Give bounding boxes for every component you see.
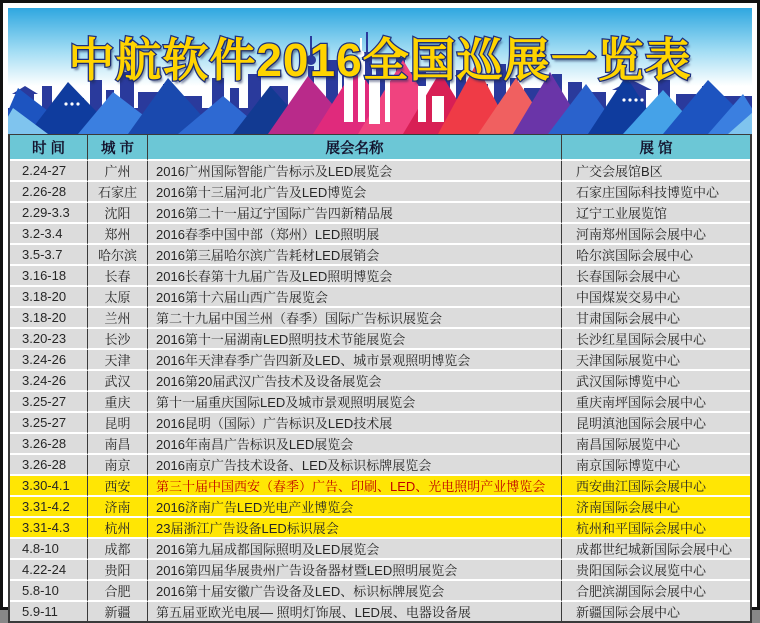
city-cell: 郑州 (88, 224, 148, 245)
exhibition-name-cell: 2016昆明（国际）广告标识及LED技术展 (148, 413, 562, 434)
city-cell: 广州 (88, 161, 148, 182)
city-cell: 沈阳 (88, 203, 148, 224)
table-row (10, 287, 750, 308)
time-cell: 4.22-24 (10, 560, 88, 581)
table-row (10, 518, 750, 539)
venue-cell: 重庆南坪国际会展中心 (562, 392, 750, 413)
table-row (10, 560, 750, 581)
city-cell: 南昌 (88, 434, 148, 455)
table-row (10, 455, 750, 476)
time-cell: 3.2-3.4 (10, 224, 88, 245)
venue-cell: 石家庄国际科技博览中心 (562, 182, 750, 203)
exhibition-name-cell: 2016第十三届河北广告及LED博览会 (148, 182, 562, 203)
city-cell: 杭州 (88, 518, 148, 539)
page-title: 中航软件2016全国巡展一览表 (68, 34, 692, 86)
time-cell: 3.5-3.7 (10, 245, 88, 266)
venue-cell: 南昌国际展览中心 (562, 434, 750, 455)
table-row (10, 329, 750, 350)
venue-cell: 南京国际博览中心 (562, 455, 750, 476)
venue-cell: 辽宁工业展览馆 (562, 203, 750, 224)
venue-cell: 甘肃国际会展中心 (562, 308, 750, 329)
city-cell: 成都 (88, 539, 148, 560)
venue-cell: 哈尔滨国际会展中心 (562, 245, 750, 266)
table-row (10, 182, 750, 203)
time-cell: 3.16-18 (10, 266, 88, 287)
exhibition-name-cell: 2016春季中国中部（郑州）LED照明展 (148, 224, 562, 245)
table-row (10, 539, 750, 560)
city-cell: 武汉 (88, 371, 148, 392)
time-cell: 3.18-20 (10, 287, 88, 308)
exhibition-name-cell: 2016第十六届山西广告展览会 (148, 287, 562, 308)
table-row (10, 266, 750, 287)
exhibition-name-cell: 2016第九届成都国际照明及LED展览会 (148, 539, 562, 560)
city-cell: 石家庄 (88, 182, 148, 203)
table-row (10, 308, 750, 329)
exhibition-table-body (10, 161, 750, 621)
venue-cell: 济南国际会展中心 (562, 497, 750, 518)
venue-cell: 西安曲江国际会展中心 (562, 476, 750, 497)
exhibition-name-cell: 第二十九届中国兰州（春季）国际广告标识展览会 (148, 308, 562, 329)
exhibition-name-cell: 2016第四届华展贵州广告设备器材暨LED照明展览会 (148, 560, 562, 581)
time-cell: 3.18-20 (10, 308, 88, 329)
time-cell: 3.24-26 (10, 350, 88, 371)
city-cell: 西安 (88, 476, 148, 497)
venue-cell: 成都世纪城新国际会展中心 (562, 539, 750, 560)
header-venue: 展 馆 (562, 135, 750, 161)
table-row (10, 413, 750, 434)
time-cell: 3.20-23 (10, 329, 88, 350)
table-row (10, 434, 750, 455)
table-row (10, 581, 750, 602)
city-cell: 济南 (88, 497, 148, 518)
table-header-row (10, 135, 750, 161)
time-cell: 5.9-11 (10, 602, 88, 621)
time-cell: 3.25-27 (10, 392, 88, 413)
city-cell: 贵阳 (88, 560, 148, 581)
city-cell: 兰州 (88, 308, 148, 329)
exhibition-name-cell: 2016第十一届湖南LED照明技术节能展览会 (148, 329, 562, 350)
exhibition-table (10, 135, 750, 621)
time-cell: 3.30-4.1 (10, 476, 88, 497)
city-cell: 合肥 (88, 581, 148, 602)
city-cell: 太原 (88, 287, 148, 308)
exhibition-name-cell: 2016南京广告技术设备、LED及标识标牌展览会 (148, 455, 562, 476)
venue-cell: 武汉国际博览中心 (562, 371, 750, 392)
exhibition-name-cell: 2016第十届安徽广告设备及LED、标识标牌展览会 (148, 581, 562, 602)
time-cell: 2.29-3.3 (10, 203, 88, 224)
exhibition-name-cell: 2016济南广告LED光电产业博览会 (148, 497, 562, 518)
table-row (10, 602, 750, 621)
venue-cell: 中国煤炭交易中心 (562, 287, 750, 308)
exhibition-name-cell: 2016年天津春季广告四新及LED、城市景观照明博览会 (148, 350, 562, 371)
exhibition-name-cell: 第三十届中国西安（春季）广告、印刷、LED、光电照明产业博览会 (148, 476, 562, 497)
header-exhibition-name: 展会名称 (148, 135, 562, 161)
city-cell: 天津 (88, 350, 148, 371)
city-cell: 哈尔滨 (88, 245, 148, 266)
venue-cell: 合肥滨湖国际会展中心 (562, 581, 750, 602)
exhibition-name-cell: 2016年南昌广告标识及LED展览会 (148, 434, 562, 455)
time-cell: 3.26-28 (10, 434, 88, 455)
table-row (10, 161, 750, 182)
table-row (10, 224, 750, 245)
venue-cell: 天津国际展览中心 (562, 350, 750, 371)
exhibition-name-cell: 2016广州国际智能广告标示及LED展览会 (148, 161, 562, 182)
city-cell: 长沙 (88, 329, 148, 350)
venue-cell: 广交会展馆B区 (562, 161, 750, 182)
time-cell: 3.24-26 (10, 371, 88, 392)
exhibition-name-cell: 2016长春第十九届广告及LED照明博览会 (148, 266, 562, 287)
header-city: 城 市 (88, 135, 148, 161)
venue-cell: 新疆国际会展中心 (562, 602, 750, 621)
exhibition-name-cell: 2016第二十一届辽宁国际广告四新精品展 (148, 203, 562, 224)
table-row (10, 476, 750, 497)
exhibition-name-cell: 2016第20届武汉广告技术及设备展览会 (148, 371, 562, 392)
time-cell: 3.31-4.2 (10, 497, 88, 518)
time-cell: 3.31-4.3 (10, 518, 88, 539)
city-cell: 长春 (88, 266, 148, 287)
time-cell: 5.8-10 (10, 581, 88, 602)
table-row (10, 392, 750, 413)
exhibition-table-wrap (8, 134, 752, 623)
time-cell: 3.25-27 (10, 413, 88, 434)
city-cell: 新疆 (88, 602, 148, 621)
city-cell: 南京 (88, 455, 148, 476)
header-time: 时 间 (10, 135, 88, 161)
banner (8, 8, 752, 134)
table-row (10, 245, 750, 266)
venue-cell: 杭州和平国际会展中心 (562, 518, 750, 539)
venue-cell: 昆明滇池国际会展中心 (562, 413, 750, 434)
time-cell: 3.26-28 (10, 455, 88, 476)
time-cell: 4.8-10 (10, 539, 88, 560)
exhibition-name-cell: 第十一届重庆国际LED及城市景观照明展览会 (148, 392, 562, 413)
venue-cell: 贵阳国际会议展览中心 (562, 560, 750, 581)
city-cell: 昆明 (88, 413, 148, 434)
time-cell: 2.26-28 (10, 182, 88, 203)
table-row (10, 497, 750, 518)
table-row (10, 203, 750, 224)
exhibition-name-cell: 2016第三届哈尔滨广告耗材LED展销会 (148, 245, 562, 266)
venue-cell: 长沙红星国际会展中心 (562, 329, 750, 350)
venue-cell: 河南郑州国际会展中心 (562, 224, 750, 245)
time-cell: 2.24-27 (10, 161, 88, 182)
exhibition-name-cell: 23届浙江广告设备LED标识展会 (148, 518, 562, 539)
exhibition-name-cell: 第五届亚欧光电展— 照明灯饰展、LED展、电器设备展 (148, 602, 562, 621)
table-row (10, 371, 750, 392)
city-cell: 重庆 (88, 392, 148, 413)
venue-cell: 长春国际会展中心 (562, 266, 750, 287)
table-row (10, 350, 750, 371)
